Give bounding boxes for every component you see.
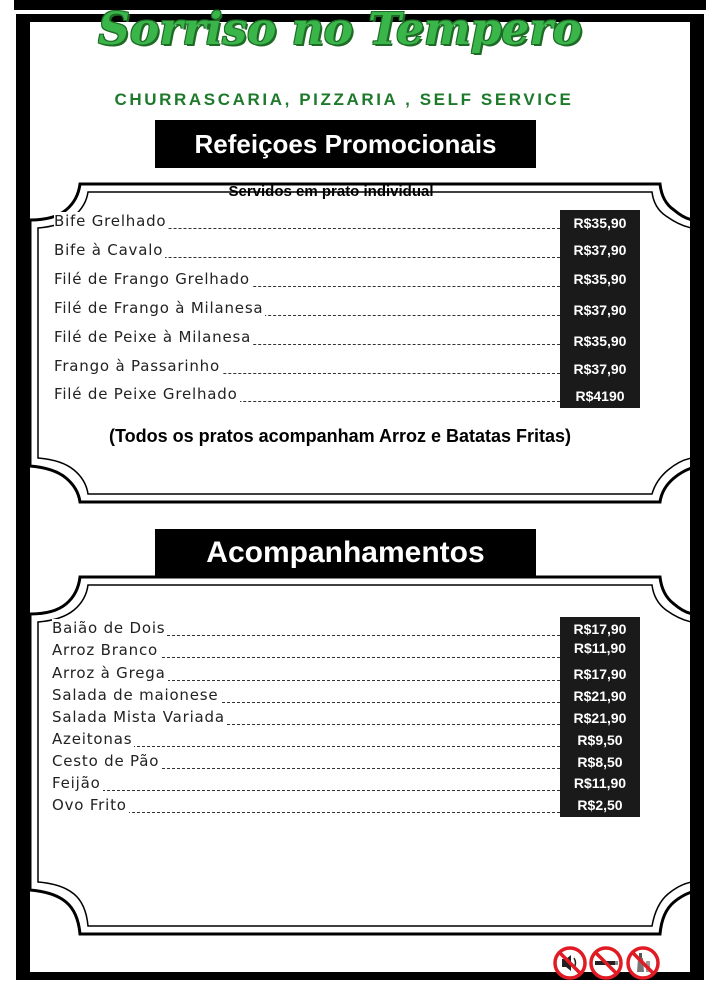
menu-item-price: R$37,90 bbox=[573, 361, 627, 377]
menu-item-name: Ovo Frito bbox=[52, 796, 127, 814]
restaurant-logo-title: Sorriso no Tempero bbox=[98, 4, 582, 55]
menu-item-price: R$37,90 bbox=[573, 242, 627, 258]
section-title-acompanhamentos: Acompanhamentos bbox=[155, 529, 536, 577]
menu-item-price: R$11,90 bbox=[573, 640, 627, 656]
menu-item bbox=[54, 212, 560, 234]
menu-item-name: Filé de Peixe Grelhado bbox=[54, 385, 238, 403]
no-smoking-icon bbox=[591, 948, 621, 978]
menu-item-name: Salada Mista Variada bbox=[52, 708, 225, 726]
menu-item-price: R$17,90 bbox=[573, 621, 627, 637]
footer-icons bbox=[553, 945, 663, 981]
menu-item bbox=[54, 385, 560, 407]
menu-item-price: R$35,90 bbox=[573, 333, 627, 349]
menu-item-price: R$21,90 bbox=[573, 688, 627, 704]
menu-item bbox=[54, 241, 560, 263]
menu-item bbox=[54, 328, 560, 350]
menu-item-name: Filé de Frango Grelhado bbox=[54, 270, 250, 288]
menu-item-name: Filé de Peixe à Milanesa bbox=[54, 328, 252, 346]
menu-item-name: Arroz à Grega bbox=[52, 664, 166, 682]
menu-item-price: R$35,90 bbox=[573, 215, 627, 231]
menu-item-price: R$9,50 bbox=[577, 732, 623, 748]
menu-item-price: R$37,90 bbox=[573, 302, 627, 318]
menu-item-price: R$11,90 bbox=[573, 775, 627, 791]
menu-item-price: R$2,50 bbox=[577, 797, 623, 813]
menu-item-name: Feijão bbox=[52, 774, 101, 792]
menu-item bbox=[52, 774, 560, 796]
menu-item bbox=[52, 686, 560, 708]
menu-item-price: R$35,90 bbox=[573, 271, 627, 287]
menu-item bbox=[52, 664, 560, 686]
menu-item-price: R$21,90 bbox=[573, 710, 627, 726]
menu-item bbox=[52, 730, 560, 752]
restaurant-subtitle: CHURRASCARIA, PIZZARIA , SELF SERVICE bbox=[114, 90, 574, 109]
menu-item bbox=[54, 357, 560, 379]
menu-item-name: Bife à Cavalo bbox=[54, 241, 164, 259]
menu-item bbox=[52, 619, 560, 641]
menu-item-name: Baião de Dois bbox=[52, 619, 166, 637]
no-alcohol-icon bbox=[628, 948, 658, 978]
section-note: (Todos os pratos acompanham Arroz e Batatas Fritas) bbox=[108, 426, 572, 446]
menu-item-name: Arroz Branco bbox=[52, 641, 159, 659]
menu-item bbox=[52, 641, 560, 663]
no-loud-sound-icon bbox=[555, 948, 585, 978]
menu-item-price: R$17,90 bbox=[573, 666, 627, 682]
menu-item-name: Bife Grelhado bbox=[54, 212, 167, 230]
menu-item-name: Frango à Passarinho bbox=[54, 357, 220, 375]
menu-item-name: Salada de maionese bbox=[52, 686, 219, 704]
dotted-leader bbox=[52, 790, 560, 791]
menu-item bbox=[54, 299, 560, 321]
menu-item bbox=[52, 708, 560, 730]
menu-item bbox=[54, 270, 560, 292]
section-subheading: Servidos em prato individual bbox=[228, 183, 434, 200]
menu-item-price: R$4190 bbox=[575, 388, 625, 404]
menu-item bbox=[52, 796, 560, 818]
menu-item-name: Filé de Frango à Milanesa bbox=[54, 299, 264, 317]
section-title-promocionais: Refeiçoes Promocionais bbox=[155, 120, 536, 168]
menu-item-name: Azeitonas bbox=[52, 730, 133, 748]
menu-item bbox=[52, 752, 560, 774]
menu-item-name: Cesto de Pão bbox=[52, 752, 160, 770]
menu-item-price: R$8,50 bbox=[577, 754, 623, 770]
